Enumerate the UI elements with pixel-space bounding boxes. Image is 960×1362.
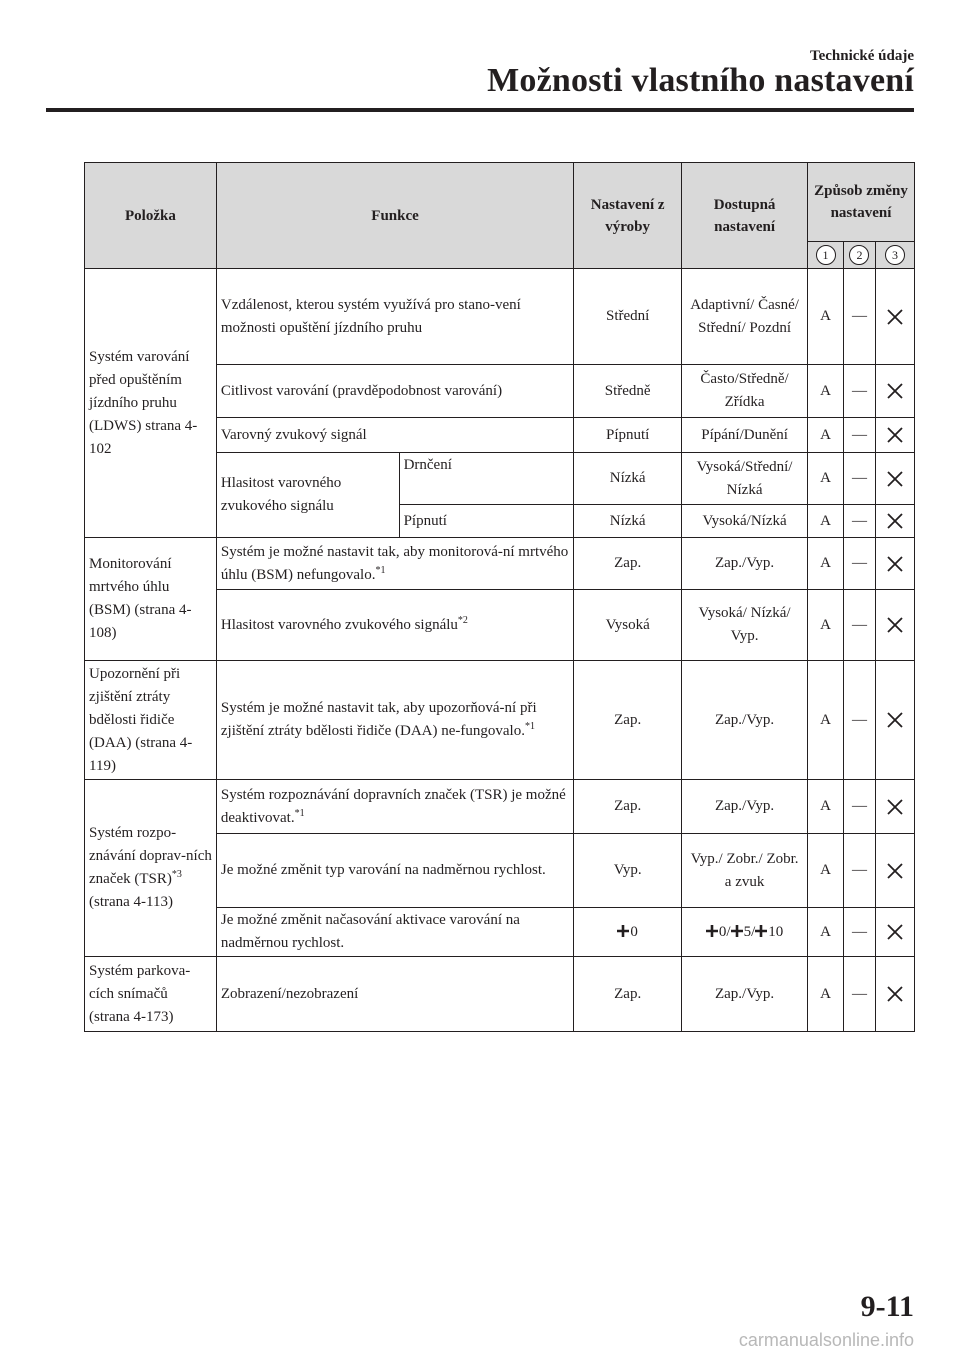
- table-row: [85, 538, 915, 590]
- circled-2-icon: 2: [849, 245, 869, 265]
- header-method: Způsob změny nastavení: [808, 163, 915, 242]
- table-header-row: [85, 163, 915, 242]
- header-available: Dostupná nastavení: [682, 163, 808, 269]
- method-2-cell: —: [844, 453, 876, 505]
- item-cell: Monitorování mrtvého úhlu (BSM) (strana 4-108): [85, 538, 217, 661]
- table-row: [85, 661, 915, 780]
- header-function: Funkce: [216, 163, 573, 269]
- method-1-cell: A: [808, 365, 844, 418]
- footnote-ref: *1: [294, 807, 305, 819]
- method-2-cell: —: [844, 269, 876, 365]
- method-1-cell: A: [808, 590, 844, 661]
- available-cell: Vysoká/Střední/ Nízká: [682, 453, 808, 505]
- page-number: 9-11: [860, 1290, 914, 1323]
- method-1-cell: A: [808, 780, 844, 834]
- function-cell: [216, 661, 573, 780]
- header-method-2: [844, 242, 876, 269]
- section-label: Technické údaje: [809, 48, 914, 64]
- settings-table: [84, 162, 915, 1032]
- method-1-cell: A: [808, 908, 844, 957]
- item-text-suffix: (strana 4-113): [89, 894, 173, 910]
- function-cell: [216, 780, 573, 834]
- function-cell: Je možné změnit typ varování na nadměrnou rychlost.: [216, 834, 573, 908]
- method-1-cell: A: [808, 957, 844, 1032]
- available-value-10: 10: [768, 923, 784, 940]
- available-value-0: 0/: [718, 923, 731, 940]
- header-method-3: [875, 242, 914, 269]
- factory-cell: Zap.: [574, 957, 682, 1032]
- function-cell: Je možné změnit načasování aktivace varování na nadměrnou rychlost.: [216, 908, 573, 957]
- function-cell: Hlasitost varovného zvukového signálu: [216, 453, 399, 538]
- page-title: Možnosti vlastního nastavení: [487, 62, 914, 99]
- footnote-ref: *1: [375, 564, 386, 576]
- method-3-cell: [875, 505, 914, 538]
- method-3-cell: [875, 908, 914, 957]
- factory-value: 0: [630, 923, 638, 940]
- available-cell: [682, 908, 808, 957]
- method-3-cell: [875, 661, 914, 780]
- factory-cell: Pípnutí: [574, 418, 682, 453]
- method-3-cell: [875, 418, 914, 453]
- available-cell: Pípání/Dunění: [682, 418, 808, 453]
- function-cell: [216, 538, 573, 590]
- cross-icon: [885, 425, 905, 445]
- footnote-ref: *2: [457, 614, 468, 626]
- method-3-cell: [875, 780, 914, 834]
- method-2-cell: —: [844, 418, 876, 453]
- cross-icon: [885, 710, 905, 730]
- method-1-cell: A: [808, 538, 844, 590]
- header-factory: Nastavení z výroby: [574, 163, 682, 269]
- table-row: [85, 269, 915, 365]
- cross-icon: [885, 861, 905, 881]
- factory-cell: Nízká: [574, 505, 682, 538]
- function-text: Systém je možné nastavit tak, aby upozorňová-ní při zjištění ztráty bdělosti řidiče (DAA) ne-fungovalo.: [220, 700, 537, 739]
- function-text: Systém je možné nastavit tak, aby monitorová-ní mrtvého úhlu (BSM) nefungovalo.: [220, 543, 569, 583]
- available-cell: Vysoká/ Nízká/ Vyp.: [682, 590, 808, 661]
- method-1-cell: A: [808, 661, 844, 780]
- available-cell: Zap./Vyp.: [682, 780, 808, 834]
- method-3-cell: [875, 957, 914, 1032]
- item-cell: Systém varování před opuštěním jízdního pruhu (LDWS) strana 4-102: [85, 269, 217, 538]
- available-cell: Zap./Vyp.: [682, 661, 808, 780]
- item-cell: [85, 780, 217, 957]
- table-row: [85, 957, 915, 1032]
- method-2-cell: —: [844, 957, 876, 1032]
- circled-1-icon: 1: [816, 245, 836, 265]
- subfunction-cell: Drnčení: [399, 453, 574, 505]
- subfunction-cell: Pípnutí: [399, 505, 574, 538]
- cross-icon: [885, 984, 905, 1004]
- method-2-cell: —: [844, 590, 876, 661]
- item-text: Systém rozpo-znávání doprav-ních značek (TSR): [89, 825, 212, 887]
- cross-icon: [885, 922, 905, 942]
- plus-icon: [617, 925, 629, 937]
- circled-3-icon: 3: [885, 245, 905, 265]
- method-1-cell: A: [808, 834, 844, 908]
- function-cell: Citlivost varování (pravděpodobnost varování): [216, 365, 573, 418]
- table-row: [85, 780, 915, 834]
- header-method-1: [808, 242, 844, 269]
- method-1-cell: A: [808, 505, 844, 538]
- function-cell: Varovný zvukový signál: [216, 418, 573, 453]
- footnote-ref: *3: [171, 869, 182, 880]
- cross-icon: [885, 469, 905, 489]
- method-1-cell: A: [808, 269, 844, 365]
- footnote-ref: *1: [524, 721, 535, 732]
- method-2-cell: —: [844, 365, 876, 418]
- function-cell: [216, 590, 573, 661]
- item-cell: Upozornění při zjištění ztráty bdělosti řidiče (DAA) (strana 4-119): [85, 661, 217, 780]
- available-cell: Zap./Vyp.: [682, 538, 808, 590]
- header-item: Položka: [85, 163, 217, 269]
- method-2-cell: —: [844, 780, 876, 834]
- method-2-cell: —: [844, 661, 876, 780]
- plus-icon: [706, 925, 718, 937]
- factory-cell: Zap.: [574, 780, 682, 834]
- cross-icon: [885, 307, 905, 327]
- title-rule: [46, 108, 914, 112]
- method-3-cell: [875, 590, 914, 661]
- factory-cell: Zap.: [574, 661, 682, 780]
- method-3-cell: [875, 453, 914, 505]
- method-3-cell: [875, 538, 914, 590]
- method-1-cell: A: [808, 453, 844, 505]
- watermark: carmanualsonline.info: [738, 1330, 914, 1350]
- plus-icon: [755, 925, 767, 937]
- available-cell: Vysoká/Nízká: [682, 505, 808, 538]
- function-cell: Vzdálenost, kterou systém využívá pro stano-vení možnosti opuštění jízdního pruhu: [216, 269, 573, 365]
- cross-icon: [885, 554, 905, 574]
- method-3-cell: [875, 269, 914, 365]
- available-cell: Zap./Vyp.: [682, 957, 808, 1032]
- function-text: Systém rozpoznávání dopravních značek (TSR) je možné deaktivovat.: [220, 786, 566, 826]
- factory-cell: Vysoká: [574, 590, 682, 661]
- cross-icon: [885, 615, 905, 635]
- item-cell: Systém parkova-cích snímačů (strana 4-173): [85, 957, 217, 1032]
- method-1-cell: A: [808, 418, 844, 453]
- cross-icon: [885, 511, 905, 531]
- factory-cell: Střední: [574, 269, 682, 365]
- factory-cell: Nízká: [574, 453, 682, 505]
- method-2-cell: —: [844, 908, 876, 957]
- method-2-cell: —: [844, 505, 876, 538]
- available-cell: Vyp./ Zobr./ Zobr. a zvuk: [682, 834, 808, 908]
- factory-cell: Středně: [574, 365, 682, 418]
- method-2-cell: —: [844, 538, 876, 590]
- available-cell: Adaptivní/ Časné/ Střední/ Pozdní: [682, 269, 808, 365]
- factory-cell: Vyp.: [574, 834, 682, 908]
- method-2-cell: —: [844, 834, 876, 908]
- factory-cell: Zap.: [574, 538, 682, 590]
- method-3-cell: [875, 834, 914, 908]
- factory-cell: [574, 908, 682, 957]
- method-3-cell: [875, 365, 914, 418]
- available-value-5: 5/: [743, 923, 756, 940]
- plus-icon: [731, 925, 743, 937]
- cross-icon: [885, 797, 905, 817]
- cross-icon: [885, 381, 905, 401]
- available-cell: Často/Středně/ Zřídka: [682, 365, 808, 418]
- function-text: Hlasitost varovného zvukového signálu: [220, 616, 458, 633]
- function-cell: Zobrazení/nezobrazení: [216, 957, 573, 1032]
